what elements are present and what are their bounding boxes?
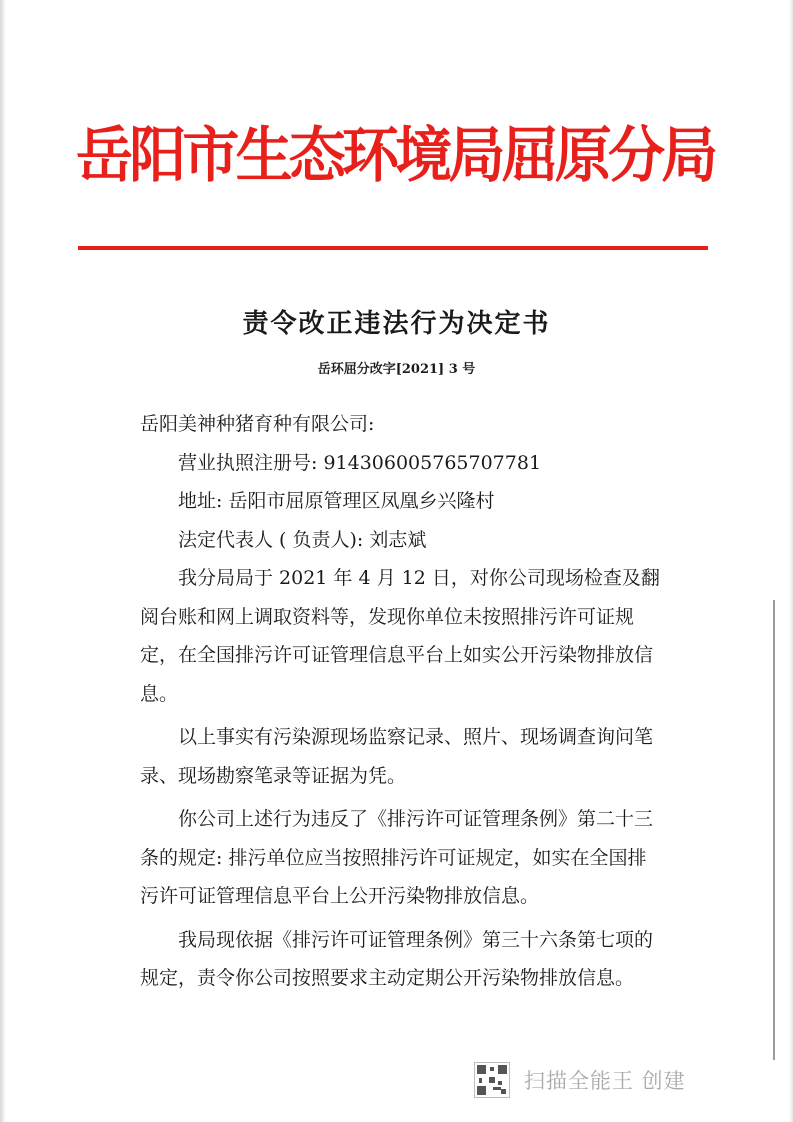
scan-edge-left xyxy=(0,0,6,1122)
scan-edge-right xyxy=(789,0,793,1122)
addressee: 岳阳美神种猪育种有限公司: xyxy=(140,413,375,435)
watermark-text: 扫描全能王 创建 xyxy=(524,1069,686,1093)
company-address: 地址: 岳阳市屈原管理区凤凰乡兴隆村 xyxy=(178,490,495,512)
paragraph-findings: 我分局局于 2021 年 4 月 12 日，对你公司现场检查及翻阅台账和网上调取资料等，发现你单位未按照排污许可证规定，在全国排污许可证管理信息平台上如实公开污染物排放信息。 xyxy=(140,567,660,705)
scan-line-right xyxy=(773,600,775,1060)
document-title: 责令改正违法行为决定书 xyxy=(242,309,551,339)
qr-code-icon xyxy=(474,1062,510,1098)
paragraph-violation: 你公司上述行为违反了《排污许可证管理条例》第二十三条的规定: 排污单位应当按照排污许可证规定，如实在全国排污许可证管理信息平台上公开污染物排放信息。 xyxy=(140,808,654,907)
legal-representative: 法定代表人 ( 负责人): 刘志斌 xyxy=(178,528,427,551)
document-body xyxy=(140,405,660,998)
issuer-header: 岳阳市生态环境局屈原分局 xyxy=(76,121,715,191)
document-number: 岳环屈分改字[2021] 3 号 xyxy=(317,362,476,377)
paragraph-evidence: 以上事实有污染源现场监察记录、照片、现场调查询问笔录、现场勘察笔录等证据为凭。 xyxy=(140,726,654,787)
registration-number: 营业执照注册号: 914306005765707781 xyxy=(178,451,542,474)
scanner-watermark xyxy=(474,1058,734,1102)
paragraph-order: 我局现依据《排污许可证管理条例》第三十六条第七项的规定，责令你公司按照要求主动定期公开污染物排放信息。 xyxy=(140,928,654,989)
header-red-rule xyxy=(78,246,708,250)
